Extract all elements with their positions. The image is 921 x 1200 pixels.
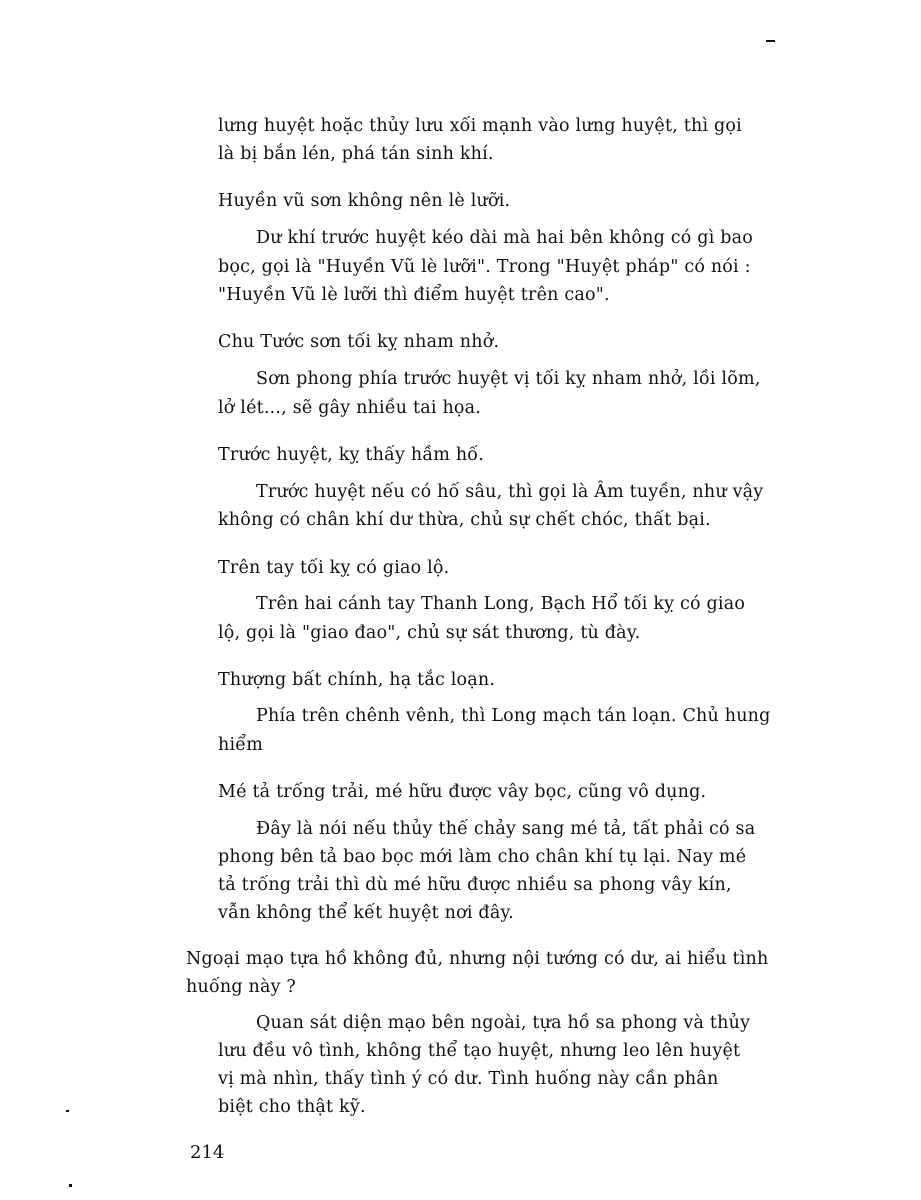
text-line: "Huyền Vũ lè lưỡi thì điểm huyệt trên cao". (218, 285, 610, 305)
text-line: tả trống trải thì dù mé hữu được nhiều sa phong vây kín, (218, 875, 732, 895)
text-line: Trước huyệt nếu có hố sâu, thì gọi là Âm tuyền, như vậy (256, 482, 764, 502)
text-line: vị mà nhìn, thấy tình ý có dư. Tình huống này cần phân (218, 1069, 719, 1089)
text-line: hiểm (218, 735, 264, 755)
text-line: lưu đều vô tình, không thể tạo huyệt, nhưng leo lên huyệt (218, 1041, 741, 1061)
section-heading: huống này ? (186, 977, 297, 997)
section-heading: Trên tay tối kỵ có giao lộ. (218, 558, 450, 578)
text-line: là bị bắn lén, phá tán sinh khí. (218, 144, 494, 164)
text-line: Quan sát diện mạo bên ngoài, tựa hồ sa phong và thủy (256, 1013, 751, 1033)
scan-mark-left (66, 1110, 69, 1112)
text-line: biệt cho thật kỹ. (218, 1097, 366, 1117)
text-line: không có chân khí dư thừa, chủ sự chết chóc, thất bại. (218, 510, 711, 530)
section-heading: Ngoại mạo tựa hồ không đủ, nhưng nội tướng có dư, ai hiểu tình (186, 949, 769, 969)
text-line: Đây là nói nếu thủy thế chảy sang mé tả, tất phải có sa (256, 819, 756, 839)
text-line: phong bên tả bao bọc mới làm cho chân khí tụ lại. Nay mé (218, 847, 747, 867)
section-heading: Thượng bất chính, hạ tắc loạn. (218, 670, 496, 690)
section-heading: Huyền vũ sơn không nên lè lưỡi. (218, 191, 511, 211)
scan-mark-top (766, 40, 775, 42)
scan-mark-bottom (69, 1184, 72, 1187)
section-heading: Mé tả trống trải, mé hữu được vây bọc, cũng vô dụng. (218, 782, 707, 802)
text-line: Sơn phong phía trước huyệt vị tối kỵ nham nhở, lồi lõm, (256, 369, 761, 389)
text-line: vẫn không thể kết huyệt nơi đây. (218, 903, 514, 923)
section-heading: Chu Tước sơn tối kỵ nham nhở. (218, 332, 500, 352)
text-line: bọc, gọi là "Huyền Vũ lè lưỡi". Trong "Huyệt pháp" có nói : (218, 257, 751, 277)
text-line: lộ, gọi là "giao đao", chủ sự sát thương, tù đày. (218, 623, 641, 643)
text-line: Dư khí trước huyệt kéo dài mà hai bên không có gì bao (256, 228, 754, 248)
page-number: 214 (190, 1142, 225, 1163)
text-line: Trên hai cánh tay Thanh Long, Bạch Hổ tối kỵ có giao (256, 594, 746, 614)
section-heading: Trước huyệt, kỵ thấy hầm hố. (218, 445, 484, 465)
text-line: lưng huyệt hoặc thủy lưu xối mạnh vào lưng huyệt, thì gọi (218, 116, 742, 136)
text-line: lở lét..., sẽ gây nhiều tai họa. (218, 398, 482, 418)
text-line: Phía trên chênh vênh, thì Long mạch tán loạn. Chủ hung (256, 706, 771, 726)
